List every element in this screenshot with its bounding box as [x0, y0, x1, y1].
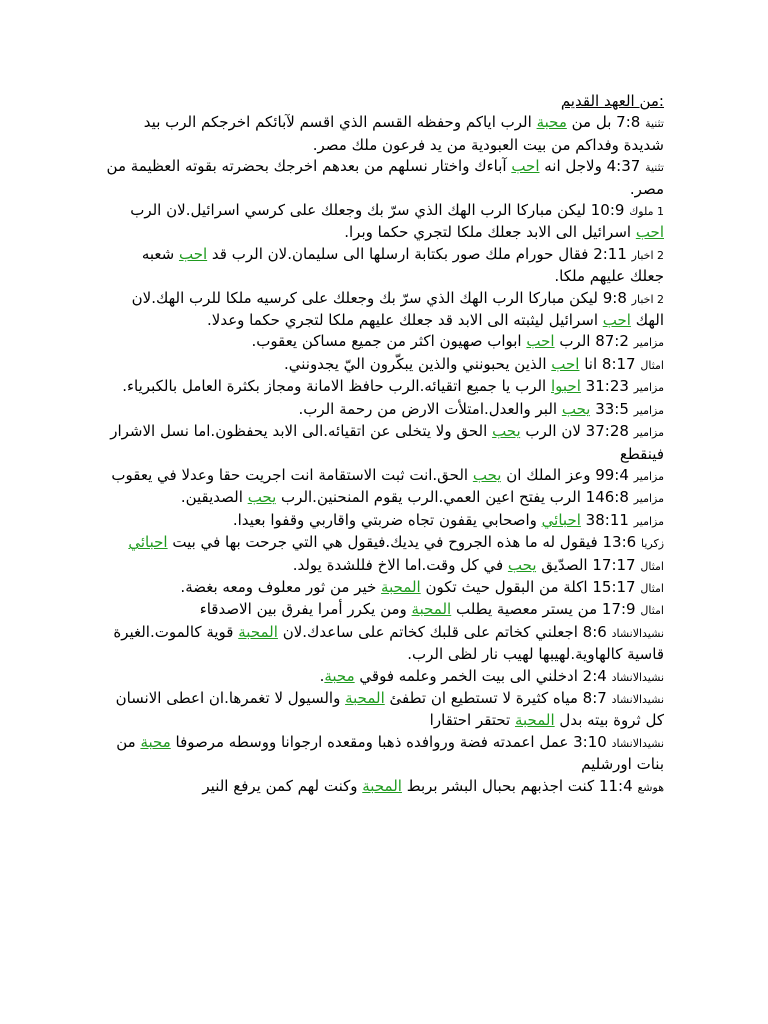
keyword-link[interactable]: احب [178, 244, 208, 263]
verse-book: مزامير [633, 514, 664, 528]
verse-text: اجعلني كخاتم على قلبك كخاتم على ساعدك.لان [277, 622, 583, 641]
verse-reference: 2:11 [593, 244, 627, 263]
section-heading: :من العهد القديم [560, 92, 664, 110]
verse-reference: 8:6 [582, 622, 607, 641]
verse-entry [104, 510, 664, 532]
verse-book: امثال [640, 358, 664, 372]
verse-text: الصدّيق [536, 555, 593, 574]
verse-reference: 13:6 [602, 533, 637, 552]
keyword-link[interactable]: المحبة [238, 622, 278, 641]
keyword-link[interactable]: يحب [492, 422, 521, 441]
verse-entry [104, 555, 664, 577]
verse-text: اسرائيل ليثبته الى الابد قد جعلك عليهم ملكا لتجري حكما وعدلا. [207, 311, 603, 330]
verse-book: زكريا [640, 537, 664, 551]
keyword-link[interactable]: المحبة [381, 577, 421, 596]
verse-book: تثنية [645, 161, 664, 175]
verse-text: ادخلني الى بيت الخمر وعلمه فوقي [354, 666, 583, 685]
verse-book: تثنية [645, 117, 664, 131]
verse-reference: 99:4 [595, 465, 629, 484]
verse-entry [104, 732, 664, 776]
verse-book: مزامير [633, 492, 664, 506]
keyword-link[interactable]: احبائي [128, 533, 168, 552]
verse-reference: 33:5 [595, 399, 629, 418]
keyword-link[interactable]: المحبة [514, 711, 555, 730]
verse-book: نشيدالانشاد [611, 670, 664, 684]
verse-reference: 7:8 [616, 113, 641, 132]
keyword-link[interactable]: المحبة [345, 688, 385, 707]
verse-text: . [319, 666, 325, 685]
verse-text: فقال حورام ملك صور بكتابة ارسلها الى سليمان.لان الرب قد [207, 244, 594, 263]
verse-book: نشيدالانشاد [611, 692, 664, 706]
verse-text: خير من ثور معلوف ومعه بغضة. [180, 577, 382, 596]
verse-text: اكلة من البقول حيث تكون [420, 577, 593, 596]
verse-entry [104, 776, 664, 798]
verse-entry [104, 354, 664, 376]
verse-reference: 11:4 [598, 776, 633, 795]
verse-text: شعبه جعلك عليهم ملكا. [141, 244, 664, 286]
verse-book: امثال [640, 604, 664, 618]
verse-reference: 31:23 [585, 377, 629, 396]
verse-text: لان الرب [520, 422, 586, 441]
verse-entry [104, 156, 664, 200]
verse-reference: 8:7 [582, 688, 607, 707]
keyword-link[interactable]: يحب [561, 399, 591, 418]
verse-entry [104, 688, 664, 732]
keyword-link[interactable]: احب [526, 332, 555, 351]
verse-text: الحق.انت ثبت الاستقامة انت اجريت حقا وعدلا في يعقوب [111, 465, 473, 484]
verse-text: تحتقر احتقارا [429, 711, 515, 730]
verse-text: الرب اياكم وحفظه القسم الذي اقسم لآبائكم اخرجكم الرب بيد شديدة وفداكم من بيت العبودية من يد فرعون ملك مصر. [143, 113, 664, 154]
verse-text: ولاجل انه [539, 157, 607, 176]
verse-text: في كل وقت.اما الاخ فللشدة يولد. [292, 555, 508, 574]
verse-text: وعز الملك ان [501, 465, 596, 484]
verse-text: فيقول له ما هذه الجروح في يديك.فيقول هي التي جرحت بها في بيت [167, 533, 603, 552]
verse-text: بل من [566, 113, 617, 132]
verse-text: انا [579, 354, 602, 373]
verse-text: الرب يفتح اعين العمي.الرب يقوم المنحنين.الرب [276, 488, 586, 507]
keyword-link[interactable]: احب [602, 311, 631, 330]
keyword-link[interactable]: احب [635, 223, 664, 242]
verse-reference: 87:2 [595, 332, 629, 351]
verse-reference: 9:8 [602, 288, 627, 307]
verse-entry [104, 577, 664, 599]
keyword-link[interactable]: محبة [140, 732, 171, 751]
verse-entry [104, 331, 664, 353]
verse-book: مزامير [633, 403, 664, 417]
verse-text: ابواب صهيون اكثر من جميع مساكن يعقوب. [251, 332, 527, 351]
verse-text: ومن يكرر أمرا يفرق بين الاصدقاء [199, 600, 412, 619]
keyword-link[interactable]: احب [551, 354, 580, 373]
keyword-link[interactable]: المحبة [411, 600, 452, 619]
verse-book: نشيدالانشاد [611, 626, 664, 640]
verse-book: امثال [640, 559, 664, 573]
verse-text: من يستر معصية يطلب [451, 600, 602, 619]
verse-reference: 15:17 [592, 577, 636, 596]
verse-reference: 17:9 [601, 600, 636, 619]
verse-book: مزامير [633, 381, 664, 395]
keyword-link[interactable]: محبة [324, 666, 355, 685]
verse-book: مزامير [633, 469, 664, 483]
keyword-link[interactable]: يحب [472, 465, 502, 484]
verse-entry [104, 599, 664, 621]
verse-text: ليكن مباركا الرب الهك الذي سرّ بك وجعلك على كرسيه ملكا للرب الهك.لان الهك [131, 288, 664, 330]
keyword-link[interactable]: احبوا [551, 377, 581, 396]
verse-entry [104, 532, 664, 554]
verse-text: الذين يحبونني والذين يبكّرون اليّ يجدونني. [283, 354, 552, 373]
verse-reference: 4:37 [606, 157, 641, 176]
verse-text: الصديقين. [180, 488, 248, 507]
verse-text: آباءك واختار نسلهم من بعدهم اخرجك بحضرته بقوته العظيمة من مصر. [106, 157, 664, 198]
verse-entry [104, 465, 664, 487]
verse-reference: 3:10 [573, 732, 607, 751]
verse-entry [104, 421, 664, 465]
verse-reference: 17:17 [592, 555, 636, 574]
document-page [104, 91, 664, 798]
verse-text: البر والعدل.امتلأت الارض من رحمة الرب. [298, 399, 562, 418]
verse-text: عمل اعمدته فضة وروافده ذهبا ومقعده ارجوانا ووسطه مرصوفا [170, 732, 574, 751]
verse-text: مياه كثيرة لا تستطيع ان تطفئ [384, 688, 583, 707]
keyword-link[interactable]: المحبة [362, 776, 402, 795]
verse-book: 2 اخبار [631, 248, 664, 262]
verse-book: مزامير [633, 426, 664, 440]
verse-reference: 10:9 [590, 201, 625, 220]
verse-reference: 38:11 [585, 510, 629, 529]
verse-book: هوشع [637, 780, 664, 794]
verse-text: الرب [554, 332, 596, 351]
verse-text: واصحابي يقفون تجاه ضربتي واقاربي وقفوا بعيدا. [232, 510, 542, 529]
verse-text: الحق ولا يتخلى عن اتقيائه.الى الابد يحفظون.اما نسل الاشرار فينقطع [110, 422, 664, 463]
verse-entry [104, 376, 664, 398]
verse-text: ليكن مباركا الرب الهك الذي سرّ بك وجعلك على كرسي اسرائيل.لان الرب [130, 201, 591, 220]
keyword-link[interactable]: احب [511, 157, 540, 176]
verse-entry [104, 288, 664, 332]
verse-list [104, 112, 664, 798]
verse-reference: 37:28 [585, 422, 629, 441]
verse-text: قوية كالموت.الغيرة قاسية كالهاوية.لهيبها لهيب نار لظى الرب. [113, 622, 664, 664]
verse-entry [104, 622, 664, 666]
verse-entry [104, 112, 664, 156]
verse-entry [104, 487, 664, 509]
verse-entry [104, 399, 664, 421]
verse-entry [104, 666, 664, 688]
verse-text: كنت اجذبهم بحبال البشر بربط [401, 776, 599, 795]
verse-book: نشيدالانشاد [611, 736, 664, 750]
verse-reference: 8:17 [601, 354, 636, 373]
verse-book: 2 اخبار [631, 292, 664, 306]
verse-text: وكنت لهم كمن يرفع النير [202, 776, 363, 795]
verse-text: والسيول لا تغمرها.ان اعطى الانسان كل ثروة بيته بدل [115, 688, 664, 730]
keyword-link[interactable]: يحب [247, 488, 277, 507]
verse-text: الرب يا جميع اتقيائه.الرب حافظ الامانة ومجاز بكثرة العامل بالكبرياء. [122, 377, 551, 396]
keyword-link[interactable]: يحب [507, 555, 537, 574]
verse-text: اسرائيل الى الابد جعلك ملكا لتجري حكما وبرا. [344, 223, 636, 242]
verse-book: امثال [640, 581, 664, 595]
keyword-link[interactable]: احبائي [541, 510, 581, 529]
verse-entry [104, 200, 664, 244]
verse-book: 1 ملوك [629, 205, 664, 219]
verse-book: مزامير [633, 336, 664, 350]
verse-entry [104, 244, 664, 288]
verse-reference: 2:4 [582, 666, 607, 685]
keyword-link[interactable]: محبة [536, 113, 567, 132]
verse-reference: 146:8 [585, 488, 629, 507]
verse-text: من بنات اورشليم [116, 732, 664, 774]
